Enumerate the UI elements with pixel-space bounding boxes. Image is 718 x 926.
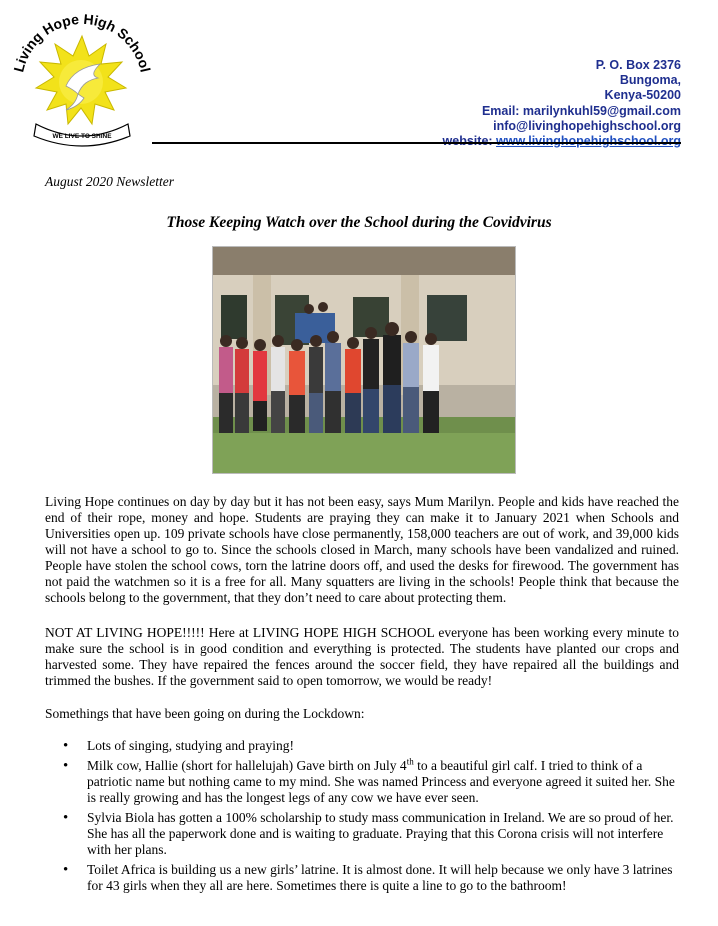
motto-banner <box>34 124 130 146</box>
school-logo <box>8 6 156 152</box>
address-line: P. O. Box 2376 <box>595 58 681 72</box>
header-divider <box>152 142 681 144</box>
newsletter-date: August 2020 Newsletter <box>45 174 174 189</box>
lockdown-list <box>45 738 679 898</box>
list-item: • Toilet Africa is building us a new girls’ latrine. It is almost done. It will help because we only have 3 latrines for 43 girls when they all are here. Sometimes there is quite a line to go to the bathroom! <box>45 862 679 894</box>
list-item: • Milk cow, Hallie (short for hallelujah) Gave birth on July 4th to a beautiful girl calf. I tried to think of a patriotic name but nothing came to my mind. She was named Princess and everyone agreed it suited her. She is really growing and has the longest legs of any cow we have ever seen. <box>45 758 679 806</box>
list-item: • Sylvia Biola has gotten a 100% scholarship to study mass communication in Ireland. We are so proud of her. She has all the paperwork done and is waiting to graduate. Praying that this Corona crisis will not interfere with her plans. <box>45 810 679 858</box>
address-line: Bungoma, <box>619 73 681 88</box>
group-photo <box>212 246 516 474</box>
list-item: • Lots of singing, studying and praying! <box>45 738 679 754</box>
article-headline: Those Keeping Watch over the School during the Covidvirus <box>166 214 552 231</box>
svg-text:WE LIVE TO SHINE: WE LIVE TO SHINE <box>52 133 112 140</box>
body-paragraph: Living Hope continues on day by day but it has not been easy, says Mum Marilyn. People and kids have reached the end of their rope, money and hope. Students are praying they can make it to January 2021 when Schools and Universities open up. 109 private schools have close permanently, 158,000 teachers are out of work, and 39,000 kids will not have a school to go to. Since the schools closed in March, many schools have been vandalized and ruined. People have stolen the school cows, torn the latrine doors off, and used the desks for firewood. The government has not paid the watchmen so it is a free for all. Many squatters are living in the schools! People think that because the schools belong to the government, that they don’t need to care about protecting them. <box>45 494 679 605</box>
logo-school-name: Living Hope High School <box>10 10 154 74</box>
body-paragraph: NOT AT LIVING HOPE!!!!! Here at LIVING HOPE HIGH SCHOOL everyone has been working every minute to make sure the school is in good condition and everything is protected. The students have planted our crops and harvested some. They have repaired the fences around the soccer field, they have repaired all the buildings and trimmed the bushes. If the government said to open tomorrow, we would be ready! <box>45 625 679 688</box>
info-email-line: info@livinghopehighschool.org <box>493 118 681 133</box>
body-paragraph: Somethings that have been going on during the Lockdown: <box>45 706 365 721</box>
contact-block <box>443 58 681 149</box>
address-line: Kenya-50200 <box>604 88 681 103</box>
email-line: Email: marilynkuhl59@gmail.com <box>481 103 681 118</box>
